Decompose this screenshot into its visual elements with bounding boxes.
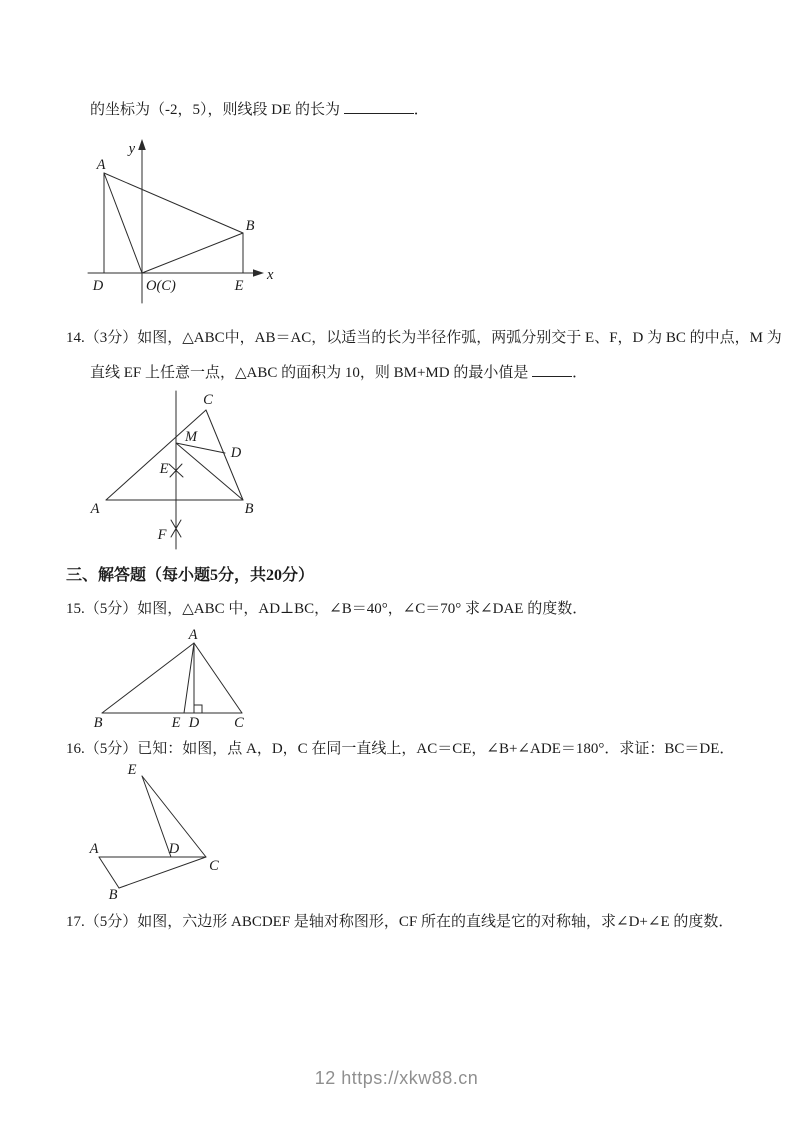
label-point-M: M [184, 429, 198, 445]
page-number: 12 [314, 1068, 336, 1088]
segment-ED [142, 776, 171, 857]
label-point-F: F [157, 527, 167, 543]
label-point-B: B [245, 218, 255, 234]
right-angle-mark [194, 705, 202, 713]
segment-AB [99, 857, 119, 888]
segment-AE [184, 643, 194, 713]
answer-blank-q14 [532, 362, 572, 377]
segment-AC [106, 410, 206, 500]
label-point-E: E [171, 715, 181, 731]
label-x-axis: x [267, 267, 274, 283]
question-17-line: 17.（5分）如图，六边形 ABCDEF 是轴对称图形，CF 所在的直线是它的对称轴，求∠D+∠E 的度数． [66, 914, 734, 930]
segment-BC [119, 857, 206, 888]
label-point-E: E [127, 762, 137, 778]
page-footer [0, 1068, 793, 1089]
label-point-C: C [203, 392, 213, 408]
label-point-A: A [96, 157, 106, 173]
figure-congruent-triangles [85, 758, 230, 903]
label-point-B: B [108, 887, 118, 903]
label-origin-OC: O(C) [146, 278, 176, 294]
label-point-E: E [234, 278, 244, 294]
segment-AO [104, 173, 142, 273]
question-13-text: 的坐标为（-2，5），则线段 DE 的长为 [90, 102, 340, 118]
label-point-A: A [90, 501, 100, 517]
figure-coordinate-plane [85, 136, 285, 308]
label-point-D: D [188, 715, 200, 731]
question-14-line2 [90, 362, 587, 382]
question-14-line2-text: 直线 EF 上任意一点，△ABC 的面积为 10，则 BM+MD 的最小值是 [90, 365, 529, 381]
label-point-D: D [92, 278, 104, 294]
figure-triangle-altitude [90, 626, 250, 730]
label-point-C: C [209, 858, 219, 874]
segment-MD [176, 443, 225, 453]
segment-OB [142, 233, 243, 273]
label-point-A: A [89, 841, 99, 857]
label-point-C: C [234, 715, 244, 731]
question-14-period: ． [572, 365, 588, 381]
label-y-axis: y [128, 141, 135, 157]
section-3-header: 三、解答题（每小题5分，共20分） [66, 567, 315, 584]
label-point-A: A [188, 627, 198, 643]
label-point-B: B [244, 501, 254, 517]
label-point-D: D [230, 445, 242, 461]
y-axis-arrow-icon [138, 139, 146, 150]
answer-blank-q13 [344, 99, 414, 114]
question-13-period: ． [413, 102, 429, 118]
segment-BA [102, 643, 194, 713]
x-axis-arrow-icon [253, 269, 264, 276]
label-point-E: E [159, 461, 169, 477]
question-15-line: 15.（5分）如图，△ABC 中，AD⊥BC，∠B＝40°，∠C＝70° 求∠DAE 的度数． [66, 601, 588, 617]
question-16-line: 16.（5分）已知：如图，点 A，D，C 在同一直线上，AC＝CE，∠B+∠ADE＝180°．求证：BC＝DE． [66, 741, 735, 757]
footer-url-link[interactable]: https://xkw88.cn [341, 1068, 479, 1088]
figure-perpendicular-bisector [85, 388, 265, 553]
label-point-D: D [168, 841, 180, 857]
question-14-line1: 14.（3分）如图，△ABC中，AB＝AC，以适当的长为半径作弧，两弧分别交于 E、F，D 为 BC 的中点，M 为 [66, 330, 782, 346]
label-point-B: B [93, 715, 103, 731]
segment-AC [194, 643, 242, 713]
question-13-tail-line [90, 99, 429, 119]
segment-AB [104, 173, 243, 233]
